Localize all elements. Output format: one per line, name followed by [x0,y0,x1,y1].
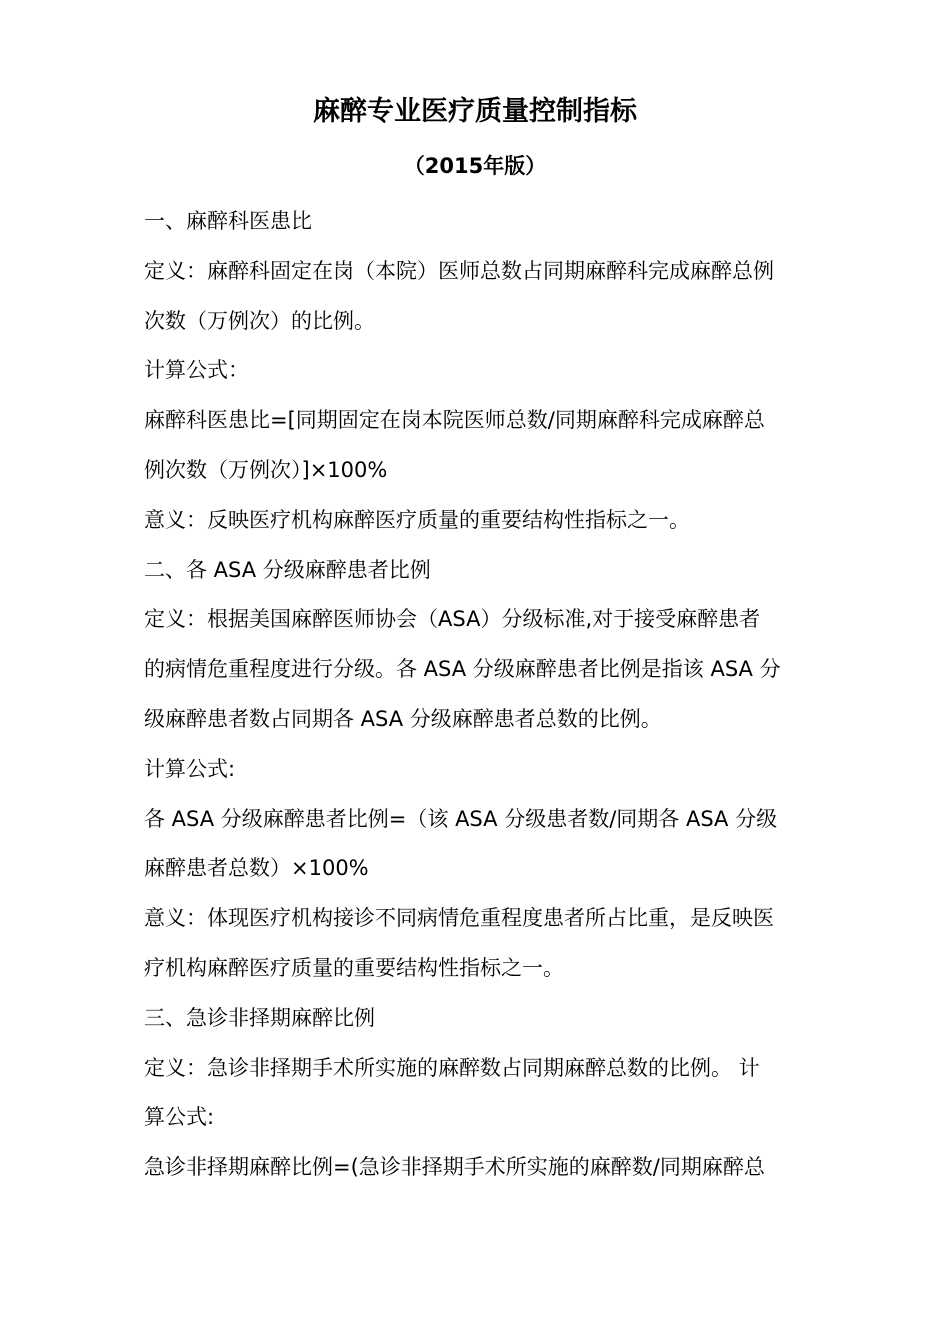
significance-2-line-2: 疗机构麻醉医疗质量的重要结构性指标之一。 [144,955,564,980]
document-body [144,197,816,1193]
formula-label-2: 计算公式: [144,756,236,781]
formula-label-1: 计算公式： [144,358,249,383]
definition-3-line-1: 定义：急诊非择期手术所实施的麻醉数占同期麻醉总数的比例。 计 [144,1055,760,1080]
formula-1-line-2: 例次数（万例次）]×100% [144,457,388,482]
formula-2-line-2: 麻醉患者总数）×100% [144,856,369,881]
significance-1: 意义：反映医疗机构麻醉医疗质量的重要结构性指标之一。 [144,507,690,532]
formula-1-line-1: 麻醉科医患比=[同期固定在岗本院医师总数/同期麻醉科完成麻醉总 [144,408,765,433]
section-heading-3: 三、急诊非择期麻醉比例 [144,1005,375,1030]
definition-2-line-2: 的病情危重程度进行分级。各 ASA 分级麻醉患者比例是指该 ASA 分 [144,657,781,682]
section-heading-2: 二、各 ASA 分级麻醉患者比例 [144,557,431,582]
document-title: 麻醉专业医疗质量控制指标 [313,96,637,127]
definition-1-line-1: 定义：麻醉科固定在岗（本院）医师总数占同期麻醉科完成麻醉总例 [144,258,774,283]
definition-2-line-1: 定义：根据美国麻醉医师协会（ASA）分级标准,对于接受麻醉患者 [144,607,761,632]
definition-3-line-2: 算公式: [144,1105,215,1130]
document-subtitle: （2015年版） [403,154,547,178]
formula-2-line-1: 各 ASA 分级麻醉患者比例=（该 ASA 分级患者数/同期各 ASA 分级 [144,806,778,831]
significance-2-line-1: 意义：体现医疗机构接诊不同病情危重程度患者所占比重，是反映医 [144,906,774,931]
definition-1-line-2: 次数（万例次）的比例。 [144,308,375,333]
section-heading-1: 一、麻醉科医患比 [144,209,312,233]
formula-3-line-1: 急诊非择期麻醉比例=(急诊非择期手术所实施的麻醉数/同期麻醉总 [144,1155,765,1180]
definition-2-line-3: 级麻醉患者数占同期各 ASA 分级麻醉患者总数的比例。 [144,706,662,731]
